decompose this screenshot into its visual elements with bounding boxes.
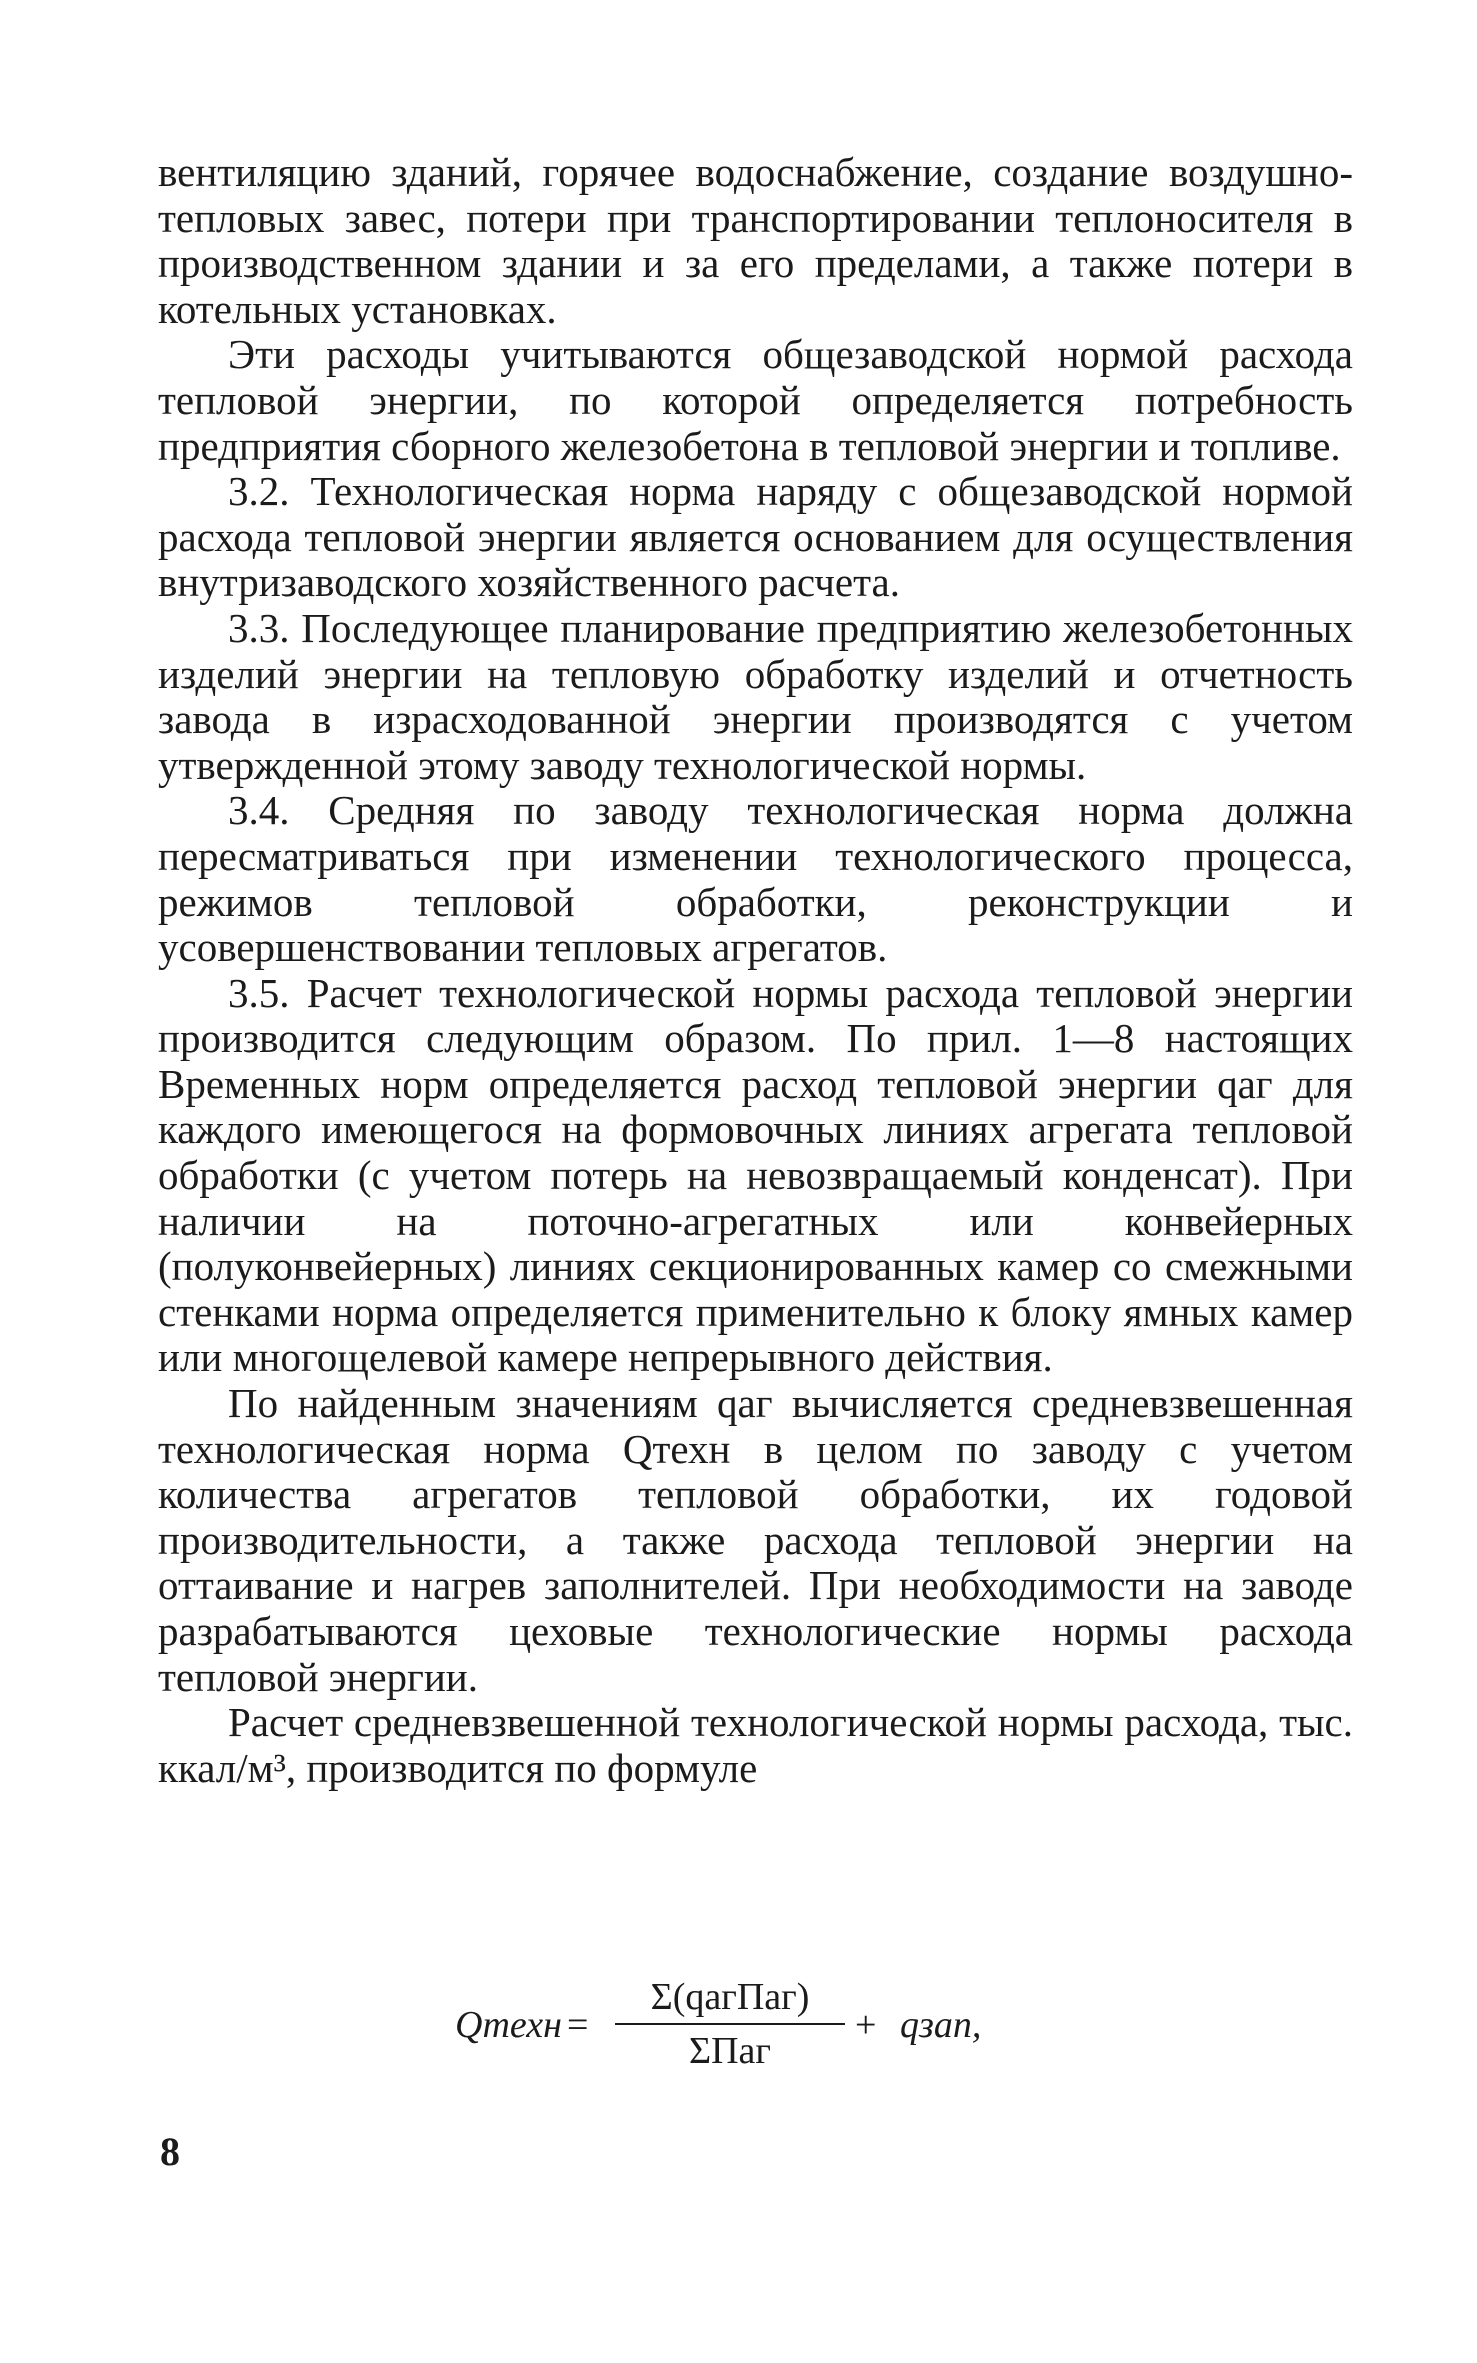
paragraph-continuation: вентиляцию зданий, горячее водоснабжение, создание воздушно-тепловых завес, потери при транспортировании теплоносителя в производственном здании и за его пределами, а также потери в котельных установках. [158, 149, 1353, 332]
formula-fraction [615, 1975, 845, 2073]
paragraph-section-3-5: 3.5. Расчет технологической нормы расхода тепловой энергии производится следующим образом. По прил. 1—8 настоящих Временных норм определяется расход тепловой энергии qаг для каждого имеющегося на формовочных линиях агрегата тепловой обработки (с учетом потерь на невозвращаемый конденсат). При наличии на поточно-агрегатных или конвейерных (полуконвейерных) линиях секционированных камер со смежными стенками норма определяется применительно к блоку ямных камер или многощелевой камере непрерывного действия. [158, 969, 1353, 1381]
paragraph-formula-intro: Расчет средневзвешенной технологической нормы расхода, тыс. ккал/м³, производится по формуле [158, 1699, 1353, 1791]
formula [455, 1975, 1055, 2085]
page-number: 8 [160, 2129, 180, 2174]
formula-plus: + [855, 2004, 877, 2046]
formula-equals: = [567, 2004, 589, 2046]
paragraph-section-3-3: 3.3. Последующее планирование предприятию железобетонных изделий энергии на тепловую обработку изделий и отчетность завода в израсходованной энергии производятся с учетом утвержденной этому заводу технологической нормы. [158, 604, 1353, 788]
formula-lhs: Qтехн [455, 2004, 562, 2046]
formula-numerator: Σ(qагПаг) [650, 1976, 810, 2018]
formula-tail: qзап, [900, 2004, 982, 2046]
document-body [158, 150, 1353, 1791]
paragraph-section-3-2: 3.2. Технологическая норма наряду с общезаводской нормой расхода тепловой энергии является основанием для осуществления внутризаводского хозяйственного расчета. [158, 468, 1353, 606]
paragraph-weighted-norm: По найденным значениям qаг вычисляется средневзвешенная технологическая норма Qтехн в целом по заводу с учетом количества агрегатов тепловой обработки, их годовой производительности, а также расхода тепловой энергии на оттаивание и нагрев заполнителей. При необходимости на заводе разрабатываются цеховые технологические нормы расхода тепловой энергии. [158, 1380, 1353, 1700]
paragraph-section-3-4: 3.4. Средняя по заводу технологическая норма должна пересматриваться при изменении технологического процесса, режимов тепловой обработки, реконструкции и усовершенствовании тепловых агрегатов. [158, 787, 1353, 971]
paragraph-expenses: Эти расходы учитываются общезаводской нормой расхода тепловой энергии, по которой определяется потребность предприятия сборного железобетона в тепловой энергии и топливе. [158, 331, 1353, 469]
formula-denominator: ΣПаг [688, 2030, 771, 2072]
